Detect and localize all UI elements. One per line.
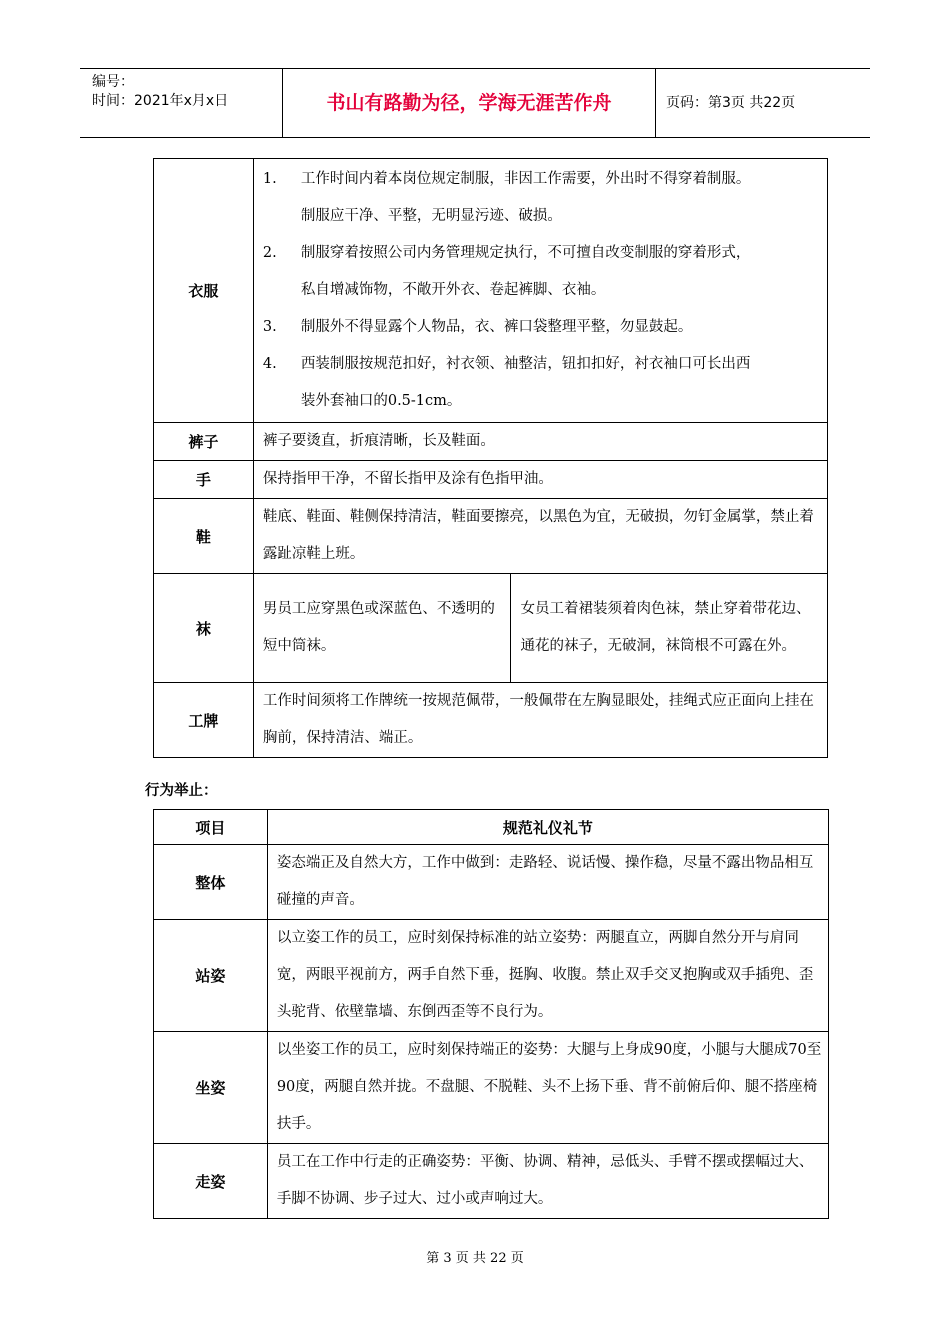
column-header: 规范礼仪礼节 xyxy=(267,810,828,845)
row-label: 走姿 xyxy=(154,1144,268,1219)
row-text: 保持指甲干净，不留长指甲及涂有色指甲油。 xyxy=(253,461,827,499)
list-item: 4. 西装制服按规范扣好，衬衣领、袖整洁，钮扣扣好，衬衣袖口可长出西 装外套袖口的0.5-1cm。 xyxy=(262,356,751,409)
list-item: 3. 制服外不得显露个人物品，衣、裤口袋整理平整，勿显鼓起。 xyxy=(262,319,693,335)
list-item: 2. 制服穿着按照公司内务管理规定执行，不可擅自改变制服的穿着形式， 私自增减饰物，不敞开外衣、卷起裤脚、衣袖。 xyxy=(262,245,751,298)
row-label: 鞋 xyxy=(154,499,254,574)
date-label: 时间：2021年x月x日 xyxy=(92,93,229,109)
row-text: 员工在工作中行走的正确姿势：平衡、协调、精神，忌低头、手臂不摆或摆幅过大、手脚不协调、步子过大、过小或声响过大。 xyxy=(267,1144,828,1219)
socks-male: 男员工应穿黑色或深蓝色、不透明的短中筒袜。 xyxy=(253,574,511,683)
table-row xyxy=(154,499,828,574)
row-label: 手 xyxy=(154,461,254,499)
row-text: 工作时间须将工作牌统一按规范佩带，一般佩带在左胸显眼处，挂绳式应正面向上挂在胸前，保持清洁、端正。 xyxy=(253,683,827,758)
behavior-table xyxy=(153,809,829,1219)
row-label: 裤子 xyxy=(154,423,254,461)
list-item: 1. 工作时间内着本岗位规定制服，非因工作需要，外出时不得穿着制服。 制服应干净、平整，无明显污迹、破损。 xyxy=(262,171,751,224)
row-label: 站姿 xyxy=(154,920,268,1032)
socks-female: 女员工着裙装须着肉色袜，禁止穿着带花边、通花的袜子，无破洞，袜筒根不可露在外。 xyxy=(511,574,828,683)
table-row xyxy=(154,1032,829,1144)
column-header: 项目 xyxy=(154,810,268,845)
row-label: 衣服 xyxy=(154,159,254,423)
row-label: 袜 xyxy=(154,574,254,683)
table-row xyxy=(154,423,828,461)
table-row xyxy=(154,845,829,920)
section-title: 行为举止： xyxy=(145,783,218,799)
header-meta xyxy=(80,69,282,137)
table-row xyxy=(154,1144,829,1219)
page-header xyxy=(80,68,870,138)
table-row xyxy=(154,461,828,499)
page-footer: 第 3 页 共 22 页 xyxy=(426,1251,524,1266)
row-text: 姿态端正及自然大方，工作中做到：走路轻、说话慢、操作稳，尽量不露出物品相互碰撞的声音。 xyxy=(267,845,828,920)
clothing-rules xyxy=(253,159,827,423)
row-text: 以坐姿工作的员工，应时刻保持端正的姿势：大腿与上身成90度，小腿与大腿成70至90度，两腿自然并拢。不盘腿、不脱鞋、头不上扬下垂、背不前俯后仰、腿不搭座椅扶手。 xyxy=(267,1032,828,1144)
header-motto: 书山有路勤为径，学海无涯苦作舟 xyxy=(282,69,656,137)
table-row xyxy=(154,574,828,683)
table-row xyxy=(154,683,828,758)
row-label: 整体 xyxy=(154,845,268,920)
table-header-row xyxy=(154,810,829,845)
table-row xyxy=(154,920,829,1032)
row-text: 鞋底、鞋面、鞋侧保持清洁，鞋面要擦亮，以黑色为宜，无破损，勿钉金属掌，禁止着露趾凉鞋上班。 xyxy=(253,499,827,574)
row-text: 以立姿工作的员工，应时刻保持标准的站立姿势：两腿直立，两脚自然分开与肩同宽，两眼平视前方，两手自然下垂，挺胸、收腹。禁止双手交叉抱胸或双手插兜、歪头驼背、依壁靠墙、东倒西歪等不良行为。 xyxy=(267,920,828,1032)
row-text: 裤子要烫直，折痕清晰，长及鞋面。 xyxy=(253,423,827,461)
number-label: 编号： xyxy=(92,74,134,90)
table-row xyxy=(154,159,828,423)
header-page-label: 页码：第3页 共22页 xyxy=(666,95,796,111)
row-label: 坐姿 xyxy=(154,1032,268,1144)
row-label: 工牌 xyxy=(154,683,254,758)
attire-table xyxy=(153,158,828,758)
